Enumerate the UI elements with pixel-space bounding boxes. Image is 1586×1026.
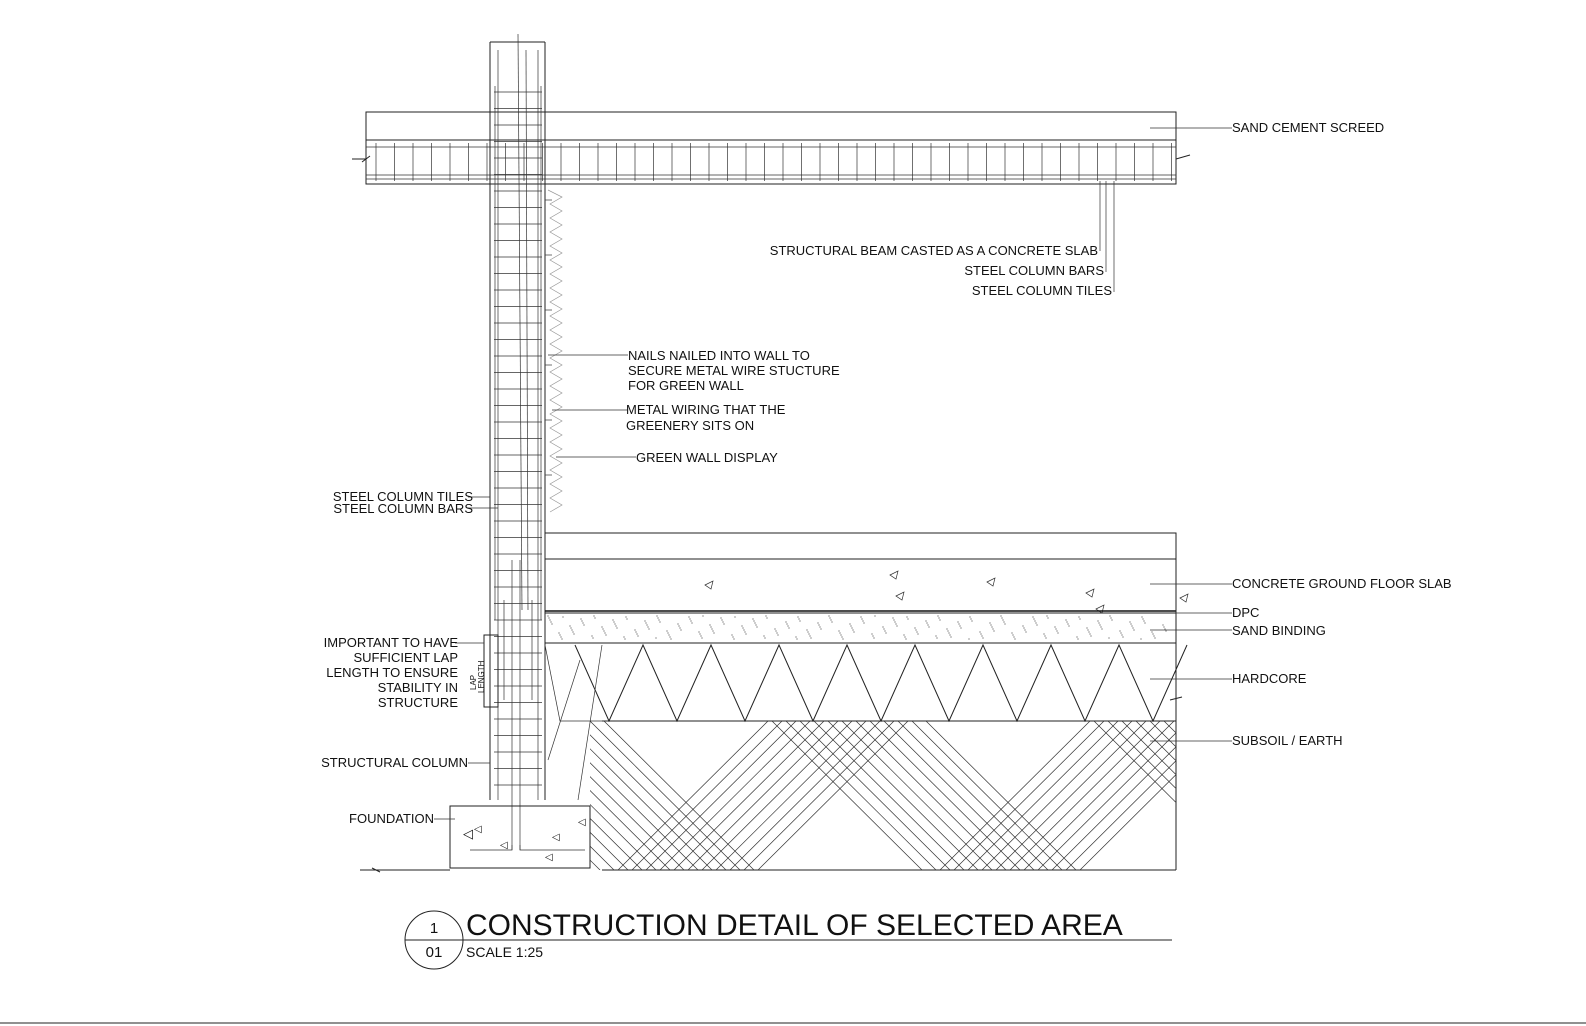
svg-text:◁: ◁ [463, 826, 473, 841]
label-nails-1: NAILS NAILED INTO WALL TO [628, 348, 810, 363]
leader-lines [434, 128, 1232, 819]
label-concrete-slab: CONCRETE GROUND FLOOR SLAB [1232, 576, 1452, 591]
label-sand-cement-screed: SAND CEMENT SCREED [1232, 120, 1385, 135]
label-green-wall: GREEN WALL DISPLAY [636, 450, 778, 465]
label-steel-column-bars-top: STEEL COLUMN BARS [964, 263, 1104, 278]
label-lap-1: IMPORTANT TO HAVE [323, 635, 458, 650]
annotations [321, 120, 1451, 826]
label-metal-wiring-1: METAL WIRING THAT THE [626, 402, 786, 417]
label-sand-binding: SAND BINDING [1232, 623, 1326, 638]
green-wall-outline [548, 190, 562, 512]
label-lap-5: STRUCTURE [377, 695, 458, 710]
green-wall [545, 190, 562, 512]
drawing-title: CONSTRUCTION DETAIL OF SELECTED AREA [466, 909, 1123, 942]
structural-column [490, 34, 545, 850]
drawing-scale: SCALE 1:25 [466, 944, 544, 960]
label-structural-beam: STRUCTURAL BEAM CASTED AS A CONCRETE SLAB [769, 243, 1098, 258]
floor-screed [545, 533, 1176, 559]
label-steel-column-tiles-top: STEEL COLUMN TILES [971, 283, 1112, 298]
slab-outline [366, 112, 1176, 184]
svg-text:◁: ◁ [545, 852, 553, 863]
label-foundation: FOUNDATION [349, 811, 434, 826]
label-steel-column-bars-left: STEEL COLUMN BARS [333, 501, 473, 516]
svg-text:◁: ◁ [500, 840, 508, 851]
lap-tag-text: LAP [469, 674, 478, 690]
label-lap-4: STABILITY IN [377, 680, 458, 695]
label-nails-3: FOR GREEN WALL [628, 378, 744, 393]
label-lap-3: LENGTH TO ENSURE [326, 665, 458, 680]
top-slab [352, 112, 1190, 184]
sand-binding [545, 613, 1176, 643]
column-ties [494, 92, 542, 785]
label-hardcore: HARDCORE [1232, 671, 1307, 686]
label-dpc: DPC [1232, 605, 1260, 620]
label-lap-2: SUFFICIENT LAP [353, 650, 458, 665]
label-subsoil: SUBSOIL / EARTH [1232, 733, 1343, 748]
label-nails-2: SECURE METAL WIRE STUCTURE [628, 363, 840, 378]
label-steel-column-tiles-left: STEEL COLUMN TILES [332, 489, 473, 504]
label-metal-wiring-2: GREENERY SITS ON [626, 418, 755, 433]
lap-length-bracket [469, 635, 498, 707]
lap-tag-text-2: LENGTH [477, 660, 486, 693]
svg-text:◁: ◁ [552, 832, 560, 843]
break-mark-left [352, 156, 370, 162]
bubble-number: 1 [429, 920, 439, 937]
bubble-sheet: 01 [425, 944, 443, 961]
svg-text:◁: ◁ [578, 817, 586, 828]
title-block [405, 909, 1172, 969]
break-mark-right [1176, 155, 1190, 159]
concrete-slab [545, 559, 1176, 611]
hardcore-hatch [575, 645, 1187, 721]
label-structural-column: STRUCTURAL COLUMN [321, 755, 468, 770]
svg-text:◁: ◁ [474, 824, 482, 835]
